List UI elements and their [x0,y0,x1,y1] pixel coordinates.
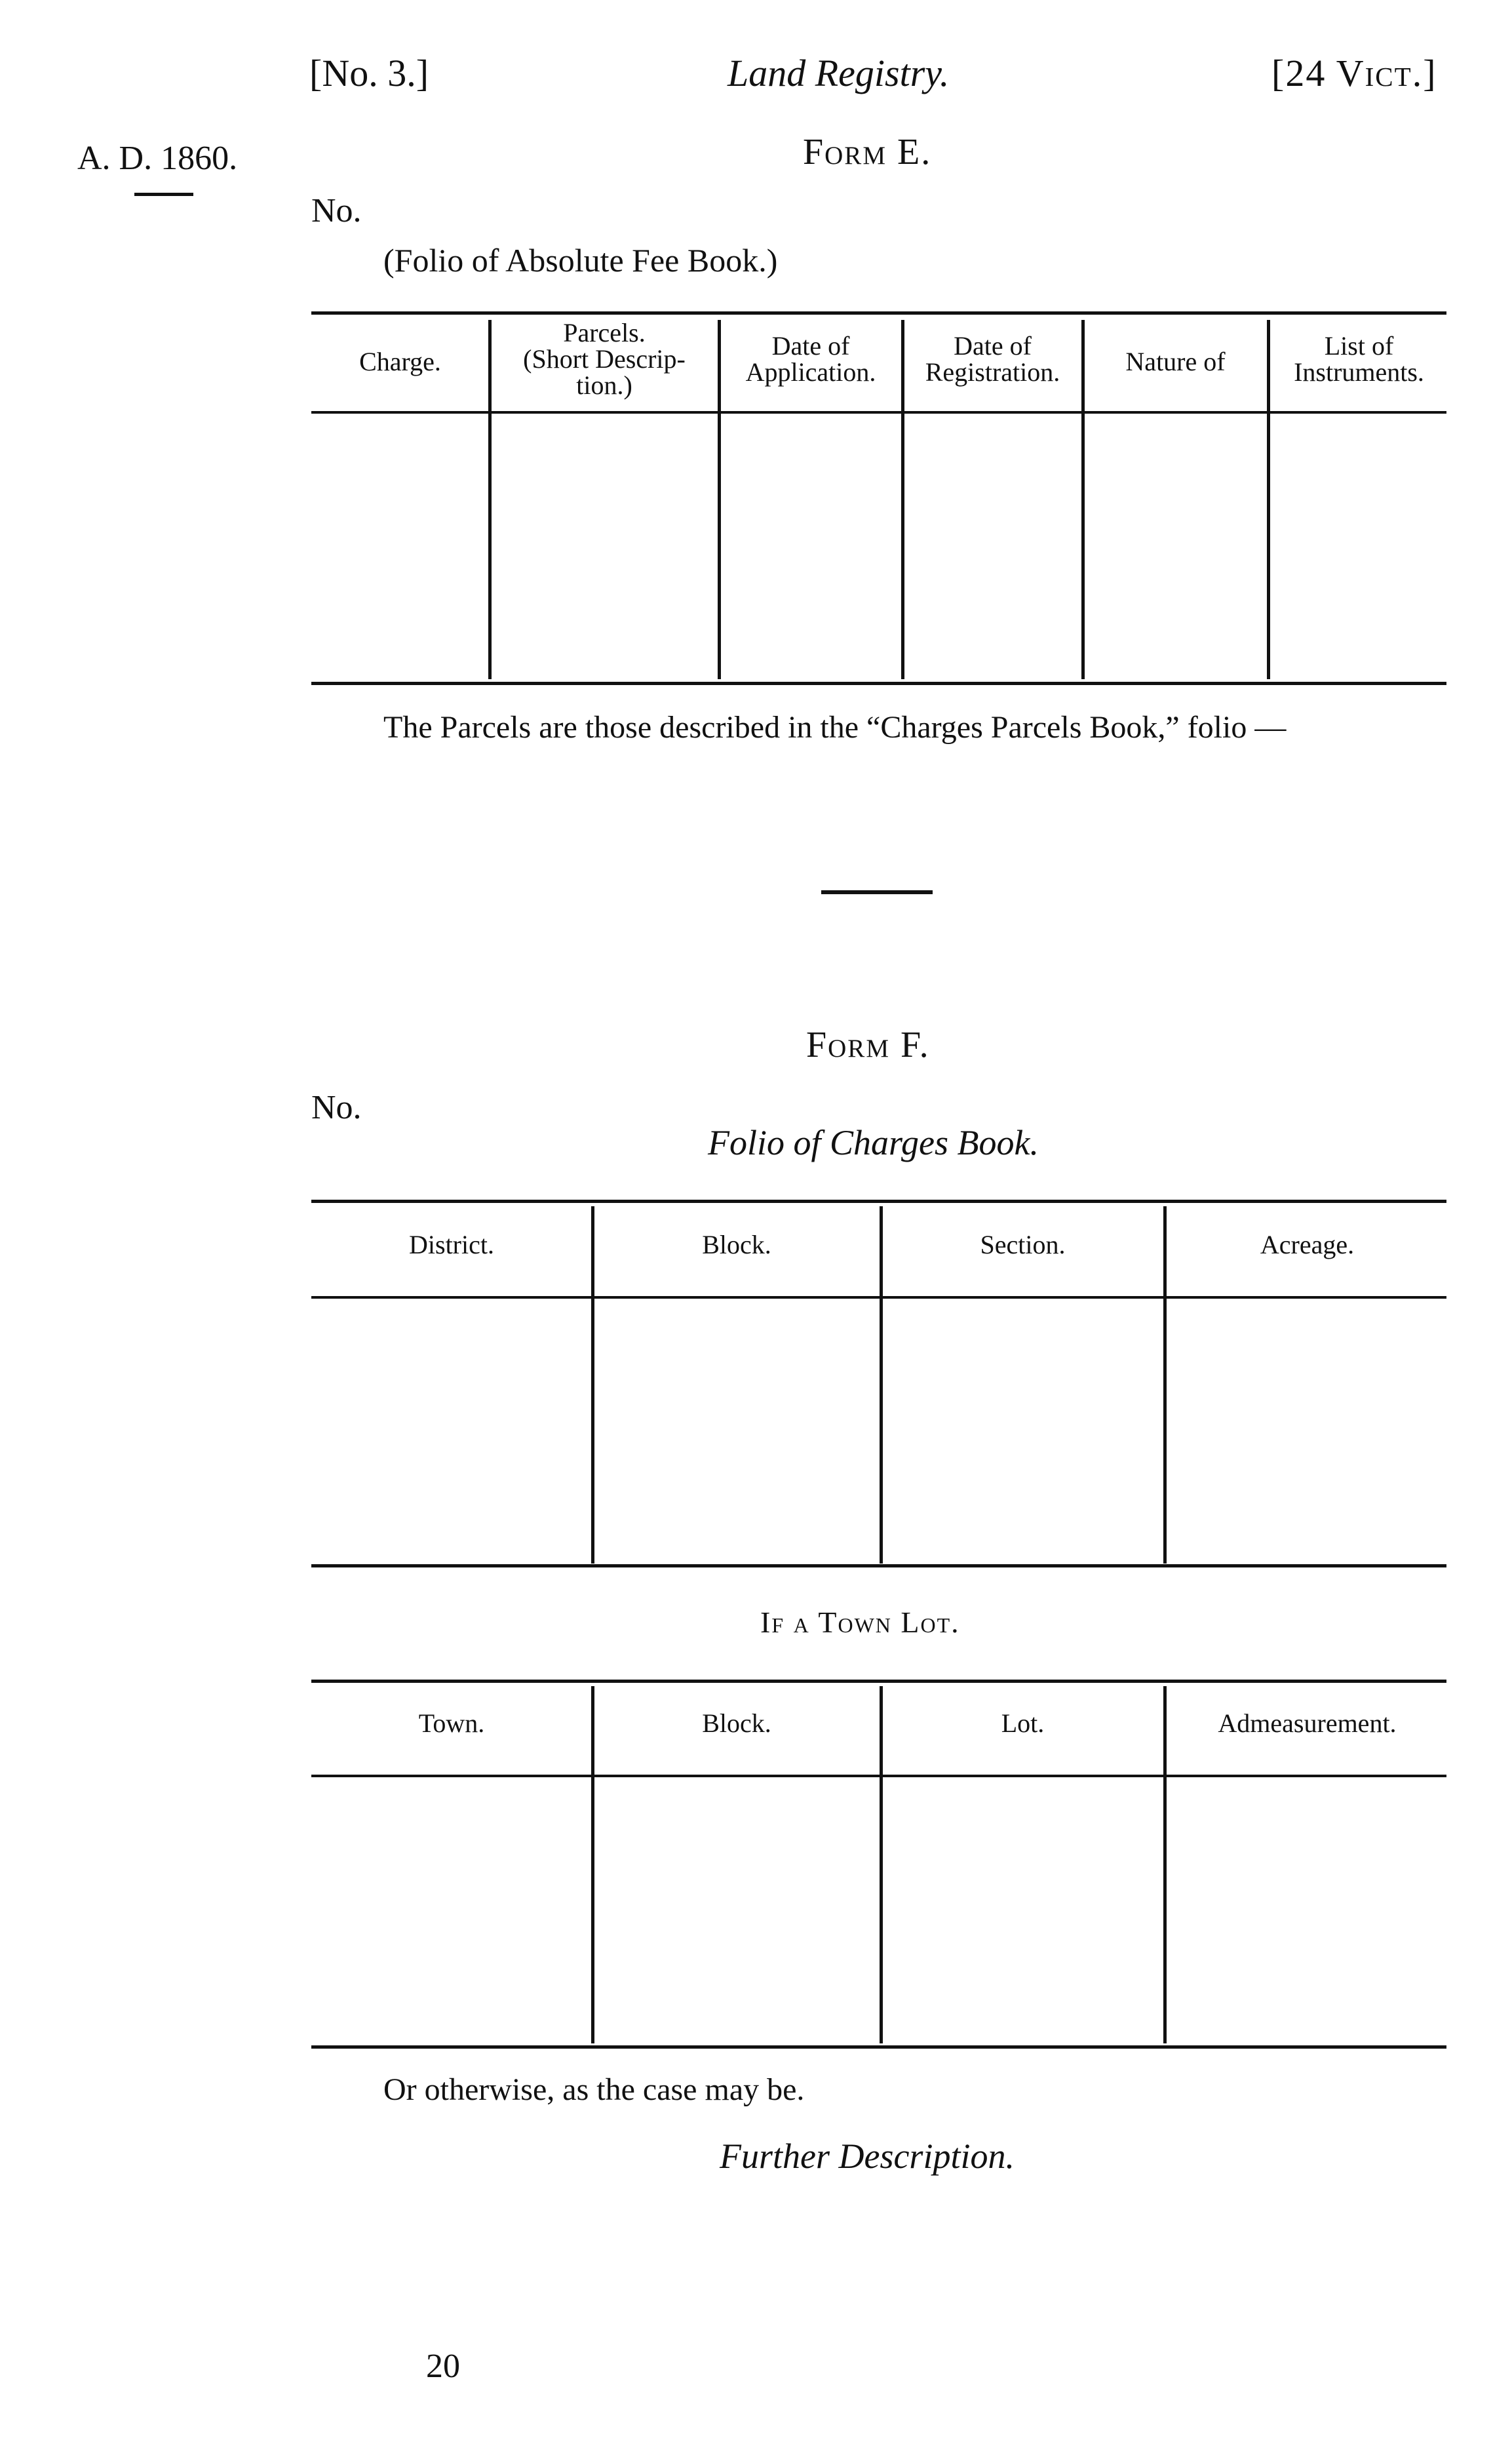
header-title: Land Registry. [727,52,950,94]
town-lot-col-divider [880,1686,883,2043]
form-f-header-rule [311,1296,1446,1299]
otherwise-note: Or otherwise, as the case may be. [383,2072,805,2107]
form-f-top-rule [311,1200,1446,1203]
town-lot-bottom-rule [311,2045,1446,2049]
form-e-col-divider [718,320,721,679]
form-e-header-rule [311,411,1446,414]
form-e-title: Form E. [803,132,932,172]
form-e-bottom-rule [311,682,1446,685]
form-e-col-divider [1267,320,1270,679]
form-f-col-district: District. [409,1230,494,1259]
form-f-subtitle: Folio of Charges Book. [708,1123,1039,1162]
page-number: 20 [426,2348,460,2385]
town-lot-col-lot: Lot. [1001,1708,1045,1738]
form-e-subtitle: (Folio of Absolute Fee Book.) [383,242,778,279]
form-e-col-divider [1081,320,1085,679]
section-separator [821,890,933,894]
form-e-col-instruments: List of Instruments. [1294,331,1424,387]
header-left: [No. 3.] [309,52,429,94]
form-e-note: The Parcels are those described in the “Charges Parcels Book,” folio — [383,710,1287,745]
form-e-col-nature: Nature of [1125,347,1226,376]
form-e-col-date-registration: Date of Registration. [925,331,1060,387]
form-f-col-block: Block. [702,1230,771,1259]
town-lot-header-rule [311,1775,1446,1777]
form-f-col-acreage: Acreage. [1260,1230,1355,1259]
form-e-col-divider [901,320,904,679]
form-f-col-divider [880,1206,883,1564]
form-f-col-divider [1163,1206,1167,1564]
header-right: [24 Vict.] [1271,52,1437,94]
town-lot-heading: If a Town Lot. [760,1605,960,1639]
form-f-bottom-rule [311,1564,1446,1567]
town-lot-top-rule [311,1680,1446,1683]
town-lot-col-divider [1163,1686,1167,2043]
margin-year-underline [134,193,193,196]
margin-year: A. D. 1860. [77,140,238,177]
town-lot-col-block: Block. [702,1708,771,1738]
town-lot-col-divider [591,1686,594,2043]
form-f-title: Form F. [806,1025,930,1065]
form-e-col-parcels: Parcels. (Short Descrip- tion.) [523,318,686,400]
town-lot-col-town: Town. [418,1708,485,1738]
form-e-top-rule [311,311,1446,315]
form-e-col-divider [488,320,492,679]
form-f-number: No. [311,1089,362,1126]
form-f-col-section: Section. [980,1230,1066,1259]
form-e-col-date-application: Date of Application. [745,331,876,387]
form-e-col-charge: Charge. [359,347,441,376]
form-e-number: No. [311,192,362,229]
town-lot-col-admeasurement: Admeasurement. [1218,1708,1397,1738]
further-description: Further Description. [720,2136,1015,2176]
form-f-col-divider [591,1206,594,1564]
